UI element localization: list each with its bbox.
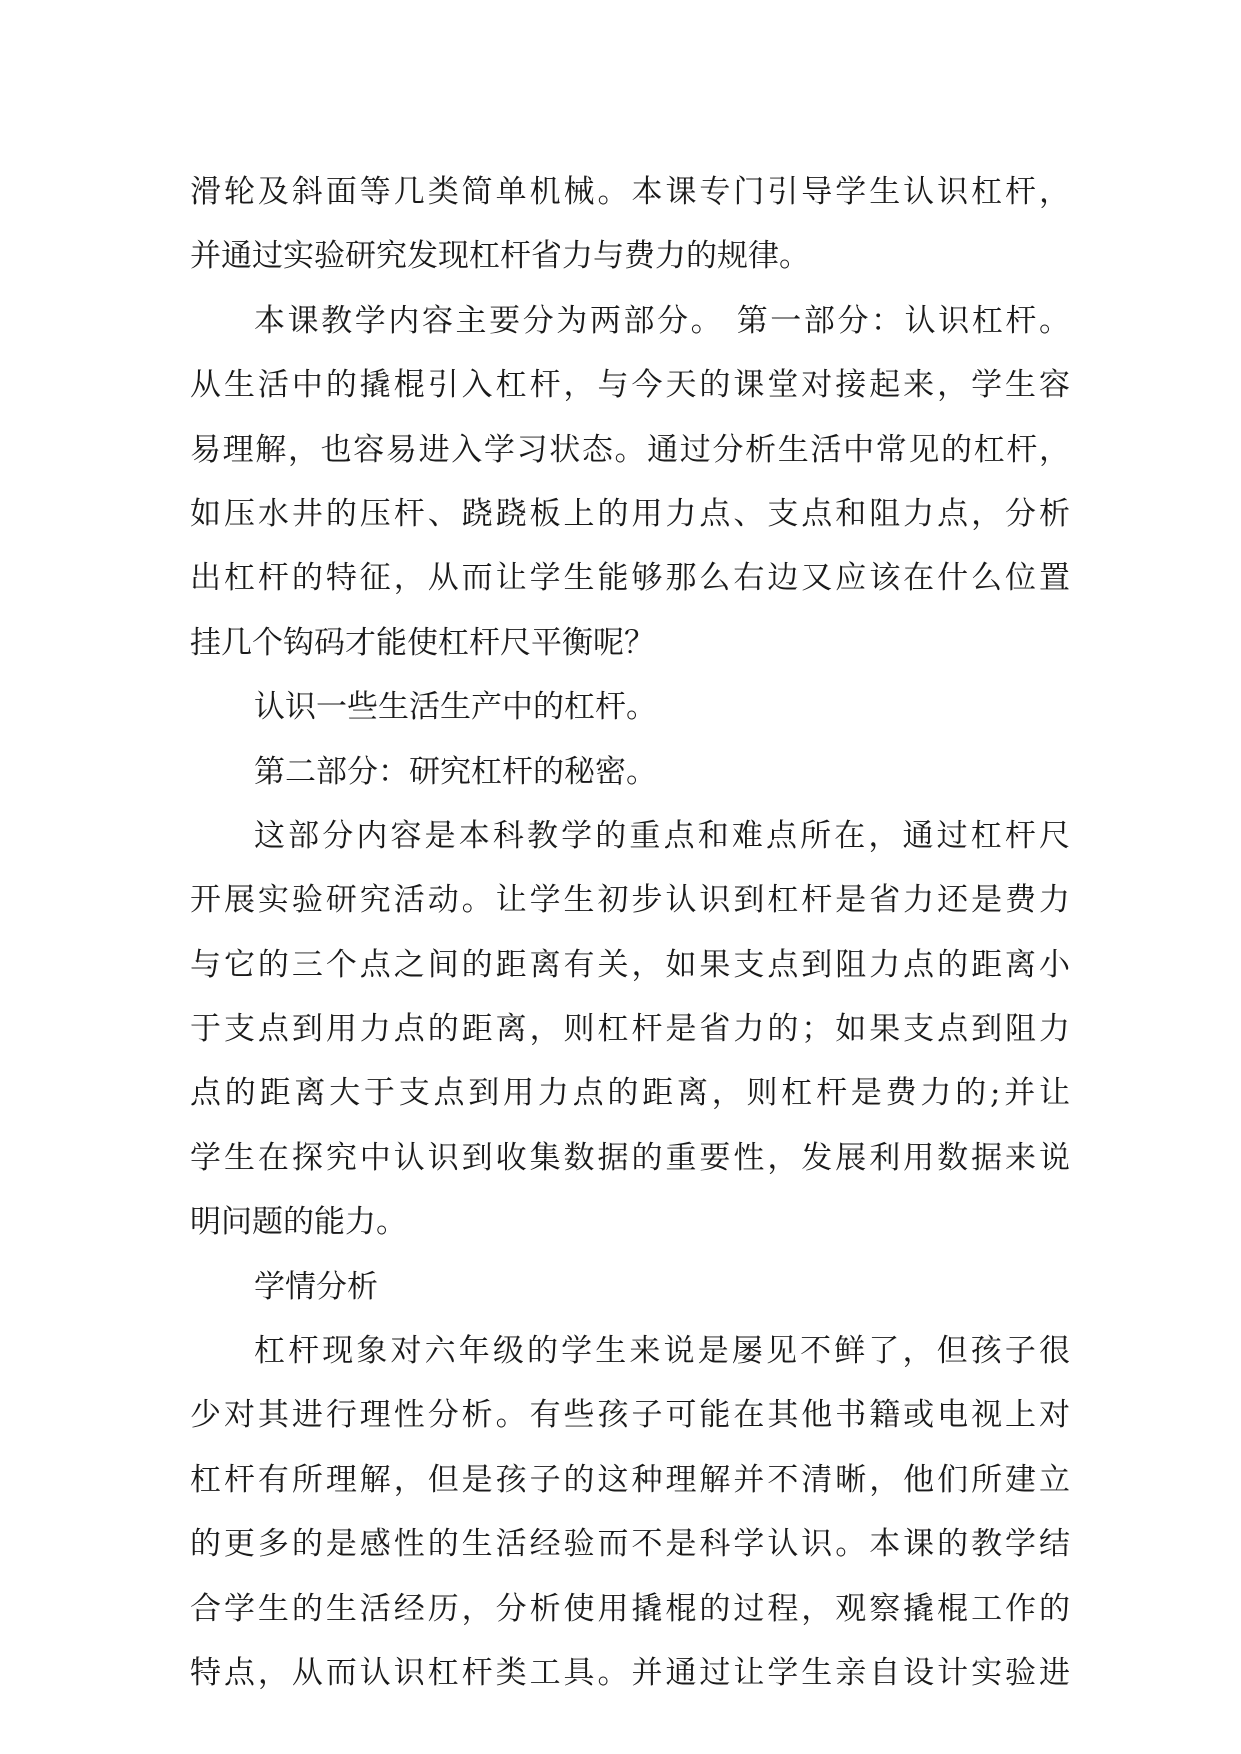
text-line: 滑轮及斜面等几类简单机械。本课专门引导学生认识杠杆， — [190, 174, 1070, 210]
text-line: 明问题的能力。 — [190, 1204, 407, 1241]
text-line: 与它的三个点之间的距离有关，如果支点到阻力点的距离小 — [190, 946, 1070, 983]
text-line: 学生在探究中认识到收集数据的重要性，发展利用数据来说 — [190, 1139, 1070, 1176]
text-line: 合学生的生活经历，分析使用撬棍的过程，观察撬棍工作的 — [190, 1590, 1070, 1627]
document-body — [190, 160, 1070, 1705]
text-line: 特点，从而认识杠杆类工具。并通过让学生亲自设计实验进 — [190, 1654, 1070, 1691]
text-line: 认识一些生活生产中的杠杆。 — [254, 689, 657, 726]
text-line: 点的距离大于支点到用力点的距离，则杠杆是费力的;并让 — [190, 1075, 1070, 1112]
text-line: 于支点到用力点的距离，则杠杆是省力的；如果支点到阻力 — [190, 1011, 1070, 1048]
text-line: 这部分内容是本科教学的重点和难点所在，通过杠杆尺 — [254, 817, 1070, 854]
text-line: 学情分析 — [254, 1268, 378, 1305]
text-line: 挂几个钩码才能使杠杆尺平衡呢？ — [190, 624, 655, 661]
text-line: 本课教学内容主要分为两部分。 第一部分：认识杠杆。 — [254, 302, 1070, 339]
text-line: 并通过实验研究发现杠杆省力与费力的规律。 — [190, 238, 810, 275]
text-line: 开展实验研究活动。让学生初步认识到杠杆是省力还是费力 — [190, 882, 1070, 919]
text-line: 如压水井的压杆、跷跷板上的用力点、支点和阻力点，分析 — [190, 495, 1070, 532]
text-line: 从生活中的撬棍引入杠杆，与今天的课堂对接起来，学生容 — [190, 367, 1070, 404]
text-line: 第二部分：研究杠杆的秘密。 — [254, 753, 657, 790]
text-line: 杠杆有所理解，但是孩子的这种理解并不清晰，他们所建立 — [190, 1461, 1070, 1498]
text-line: 杠杆现象对六年级的学生来说是屡见不鲜了，但孩子很 — [254, 1333, 1070, 1370]
text-line: 易理解，也容易进入学习状态。通过分析生活中常见的杠杆， — [190, 431, 1070, 468]
text-line: 少对其进行理性分析。有些孩子可能在其他书籍或电视上对 — [190, 1397, 1070, 1434]
text-line: 的更多的是感性的生活经验而不是科学认识。本课的教学结 — [190, 1526, 1070, 1563]
text-line: 出杠杆的特征，从而让学生能够那么右边又应该在什么位置 — [190, 560, 1070, 597]
